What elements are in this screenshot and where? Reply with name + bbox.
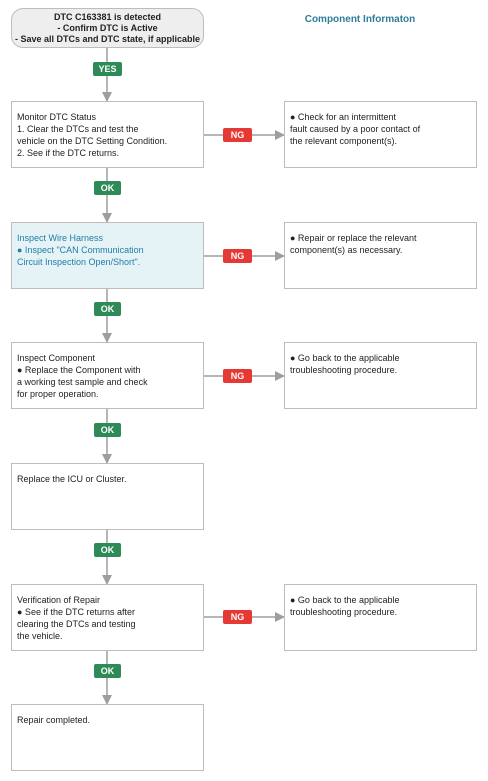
ng-result-3-line-1: ● Go back to the applicable xyxy=(290,353,400,363)
component-information-label: Component Informaton xyxy=(304,14,416,25)
start-line-1: DTC C163381 is detected xyxy=(53,12,162,22)
step-5-line-4: the vehicle. xyxy=(17,631,63,641)
ng-result-2-line-2: component(s) as necessary. xyxy=(290,245,403,255)
ng-result-1-line-3: the relevant component(s). xyxy=(290,136,398,146)
step-inspect-component xyxy=(11,342,204,409)
ng-badge-1: NG xyxy=(223,128,252,142)
step-2-line-3: Circuit Inspection Open/Short". xyxy=(17,257,141,267)
step-4-line-1: Replace the ICU or Cluster. xyxy=(17,474,127,484)
ng-result-1-line-1: ● Check for an intermittent xyxy=(290,112,396,122)
ng-result-4 xyxy=(284,584,477,651)
ng-result-3-line-2: troubleshooting procedure. xyxy=(290,365,398,375)
step-inspect-wire-harness xyxy=(11,222,204,289)
ng-badge-2: NG xyxy=(223,249,252,263)
step-3-line-4: for proper operation. xyxy=(17,389,99,399)
yes-badge: YES xyxy=(93,62,122,76)
ng-result-4-line-1: ● Go back to the applicable xyxy=(290,595,400,605)
step-5-line-2: ● See if the DTC returns after xyxy=(17,607,135,617)
step-3-line-3: a working test sample and check xyxy=(17,377,148,387)
step-replace-icu-or-cluster xyxy=(11,463,204,530)
step-6-line-1: Repair completed. xyxy=(17,715,91,725)
step-2-line-2: ● Inspect "CAN Communication xyxy=(17,245,144,255)
step-1-line-4: 2. See if the DTC returns. xyxy=(17,148,120,158)
ng-result-2 xyxy=(284,222,477,289)
step-2-line-1: Inspect Wire Harness xyxy=(17,233,104,243)
ok-badge-4: OK xyxy=(94,543,121,557)
step-1-line-2: 1. Clear the DTCs and test the xyxy=(17,124,139,134)
start-line-2: - Confirm DTC is Active xyxy=(57,23,158,33)
step-verification-of-repair xyxy=(11,584,204,651)
ng-badge-3: NG xyxy=(223,369,252,383)
step-5-line-1: Verification of Repair xyxy=(17,595,101,605)
step-1-line-1: Monitor DTC Status xyxy=(17,112,97,122)
ng-result-3 xyxy=(284,342,477,409)
ng-result-2-line-1: ● Repair or replace the relevant xyxy=(290,233,417,243)
ok-badge-3: OK xyxy=(94,423,121,437)
ng-badge-4: NG xyxy=(223,610,252,624)
ng-result-1 xyxy=(284,101,477,168)
step-3-line-1: Inspect Component xyxy=(17,353,96,363)
step-5-line-3: clearing the DTCs and testing xyxy=(17,619,136,629)
step-repair-completed xyxy=(11,704,204,771)
step-1-line-3: vehicle on the DTC Setting Condition. xyxy=(17,136,168,146)
start-line-3: - Save all DTCs and DTC state, if applicable xyxy=(14,34,201,44)
step-3-line-2: ● Replace the Component with xyxy=(17,365,141,375)
ng-result-4-line-2: troubleshooting procedure. xyxy=(290,607,398,617)
ok-badge-1: OK xyxy=(94,181,121,195)
step-monitor-dtc-status xyxy=(11,101,204,168)
ok-badge-5: OK xyxy=(94,664,121,678)
ok-badge-2: OK xyxy=(94,302,121,316)
start-node xyxy=(11,8,204,48)
ng-result-1-line-2: fault caused by a poor contact of xyxy=(290,124,421,134)
